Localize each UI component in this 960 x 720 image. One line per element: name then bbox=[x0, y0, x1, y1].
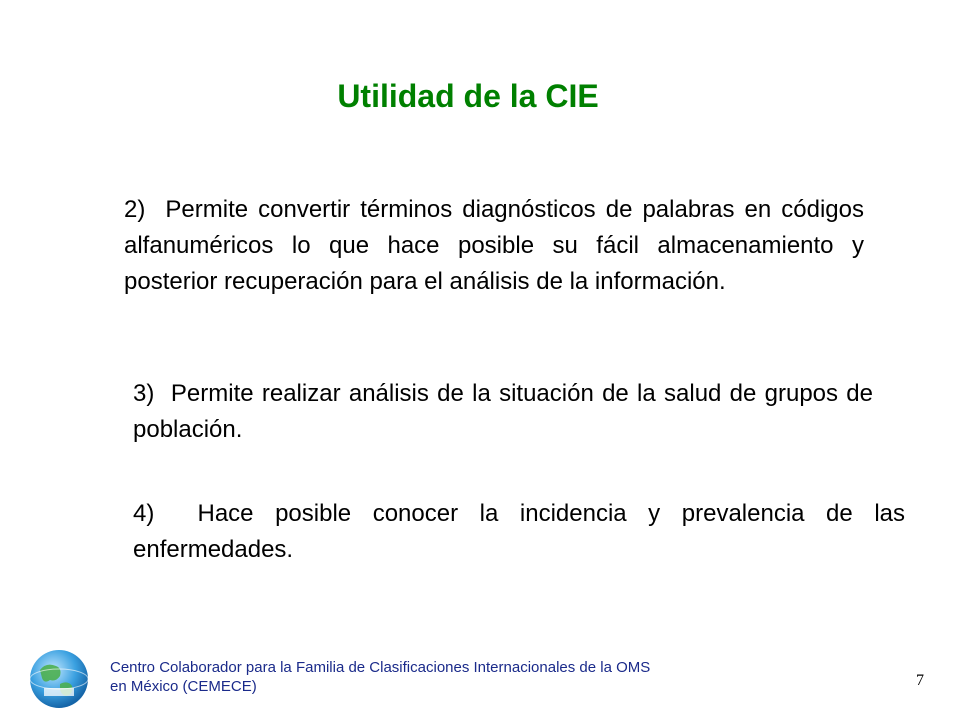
page-number: 7 bbox=[916, 672, 924, 689]
item-text: Permite realizar análisis de la situación de la salud de grupos de población. bbox=[133, 380, 873, 443]
item-text: Hace posible conocer la incidencia y prevalencia de las enfermedades. bbox=[133, 500, 905, 563]
list-item bbox=[133, 376, 873, 448]
cemece-globe-logo-icon bbox=[26, 648, 92, 710]
list-item bbox=[124, 192, 864, 300]
list-item bbox=[133, 496, 905, 568]
footer-institution: Centro Colaborador para la Familia de Clasificaciones Internacionales de la OMS en México (CEMECE) bbox=[110, 659, 651, 695]
item-text: Permite convertir términos diagnósticos de palabras en códigos alfanuméricos lo que hace posible su fácil almacenamiento y posterior recuperación para el análisis de la información. bbox=[124, 196, 864, 295]
item-number: 2) bbox=[124, 196, 146, 223]
item-number: 3) bbox=[133, 380, 155, 407]
item-number: 4) bbox=[133, 500, 155, 527]
slide-title: Utilidad de la CIE bbox=[337, 78, 599, 114]
